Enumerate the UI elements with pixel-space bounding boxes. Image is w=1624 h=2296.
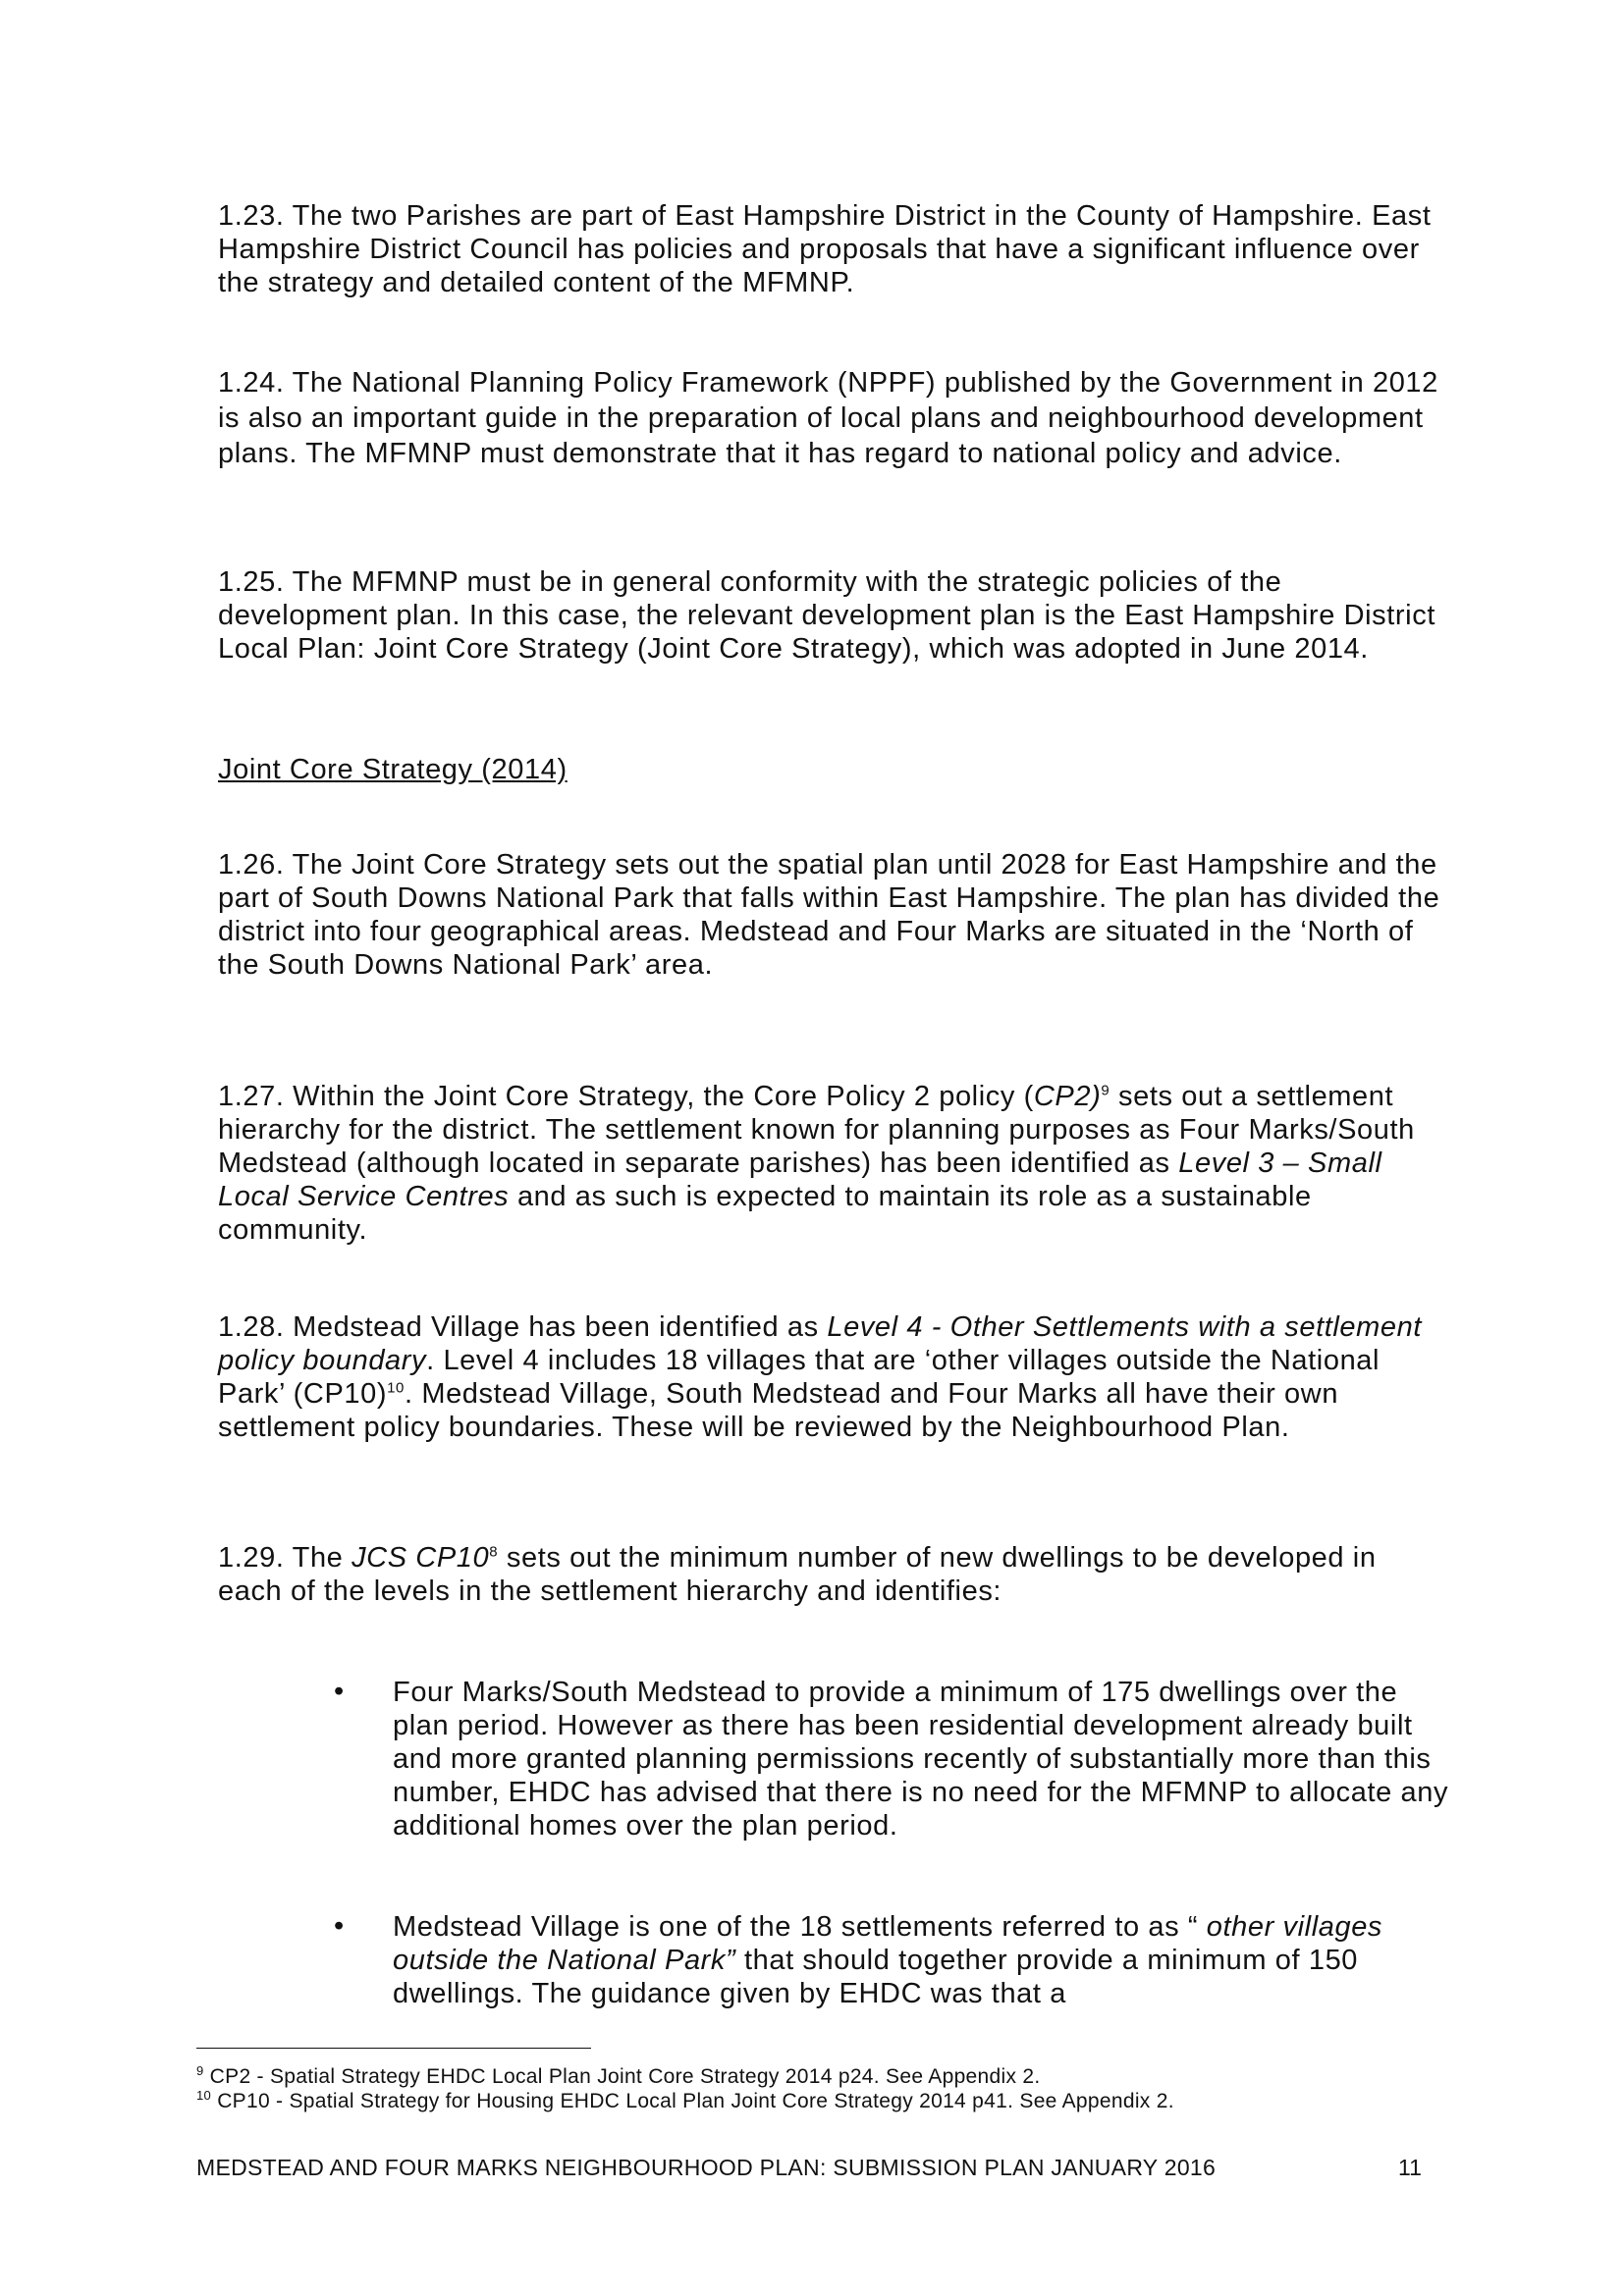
bullet-text: Medstead Village is one of the 18 settlements referred to as “ other villages outside the National Park” that should together provide a minimum of 150 dwellings. The guidance given by EHDC was that a [393, 1911, 1383, 2009]
bullet-icon: • [334, 1676, 345, 1707]
paragraph-1-24: 1.24. The National Planning Policy Framework (NPPF) published by the Government in 2012 is also an important guide in the preparation of local plans and neighbourhood development plans. The MFMNP must demonstrate that it has regard to national policy and advice. [218, 367, 1438, 469]
footnote-ref-10: 10 [387, 1379, 405, 1397]
section-heading: Joint Core Strategy (2014) [218, 754, 568, 785]
paragraph-1-27: 1.27. Within the Joint Core Strategy, the Core Policy 2 policy $(CP2)^9$ sets out a settlement hierarchy for the district. The settlement known for planning purposes as Four Marks/South Medstead (although located in separate parishes) has been identified as Level 3 – Small Local Service Centres and as such is expected to maintain its role as a sustainable community. [218, 1081, 1415, 1246]
footnote-separator [196, 2048, 591, 2049]
bullet-icon: • [334, 1910, 345, 1942]
paragraph-1-26: 1.26. The Joint Core Strategy sets out the spatial plan until 2028 for East Hampshire and the part of South Downs National Park that falls within East Hampshire. The plan has divided the district into four geographical areas. Medstead and Four Marks are situated in the ‘North of the South Downs National Park’ area. [218, 849, 1440, 981]
page-number: 11 [1398, 2155, 1422, 2180]
paragraph-1-29: 1.29. The JCS $CP10^8$ sets out the minimum number of new dwellings to be developed in each of the levels in the settlement hierarchy and identifies: [218, 1542, 1377, 1607]
page-footer: MEDSTEAD AND FOUR MARKS NEIGHBOURHOOD PLAN: SUBMISSION PLAN JANUARY 2016 [196, 2155, 1217, 2180]
footnote-ref-8: 8 [489, 1543, 499, 1561]
bullet-text: Four Marks/South Medstead to provide a minimum of 175 dwellings over the plan period. However as there has been residential development already built and more granted planning permissions recently of substantially more than this number, EHDC has advised that there is no need for the MFMNP to allocate any additional homes over the plan period. [393, 1677, 1449, 1842]
footnote-9: $^9$ CP2 - Spatial Strategy EHDC Local Plan Joint Core Strategy 2014 p24. See Appendix 2. [196, 2063, 1041, 2088]
paragraph-1-25: 1.25. The MFMNP must be in general conformity with the strategic policies of the development plan. In this case, the relevant development plan is the East Hampshire District Local Plan: Joint Core Strategy (Joint Core Strategy), which was adopted in June 2014. [218, 566, 1435, 665]
footnote-10: $^{10}$ CP10 - Spatial Strategy for Housing EHDC Local Plan Joint Core Strategy 2014 p41. See Appendix 2. [196, 2088, 1174, 2112]
paragraph-1-28: 1.28. Medstead Village has been identified as Level 4 - Other Settlements with a settlement policy boundary. Level 4 includes 18 villages that are ‘other villages outside the National Park’ $(CP10)^{10}$. Medstead Village, South Medstead and Four Marks all have their own settlement policy boundaries. These will be reviewed by the Neighbourhood Plan. [218, 1311, 1423, 1443]
footnote-ref-9: 9 [1101, 1082, 1110, 1099]
paragraph-1-23: 1.23. The two Parishes are part of East Hampshire District in the County of Hampshire. East Hampshire District Council has policies and proposals that have a significant influence over the strategy and detailed content of the MFMNP. [218, 200, 1432, 298]
